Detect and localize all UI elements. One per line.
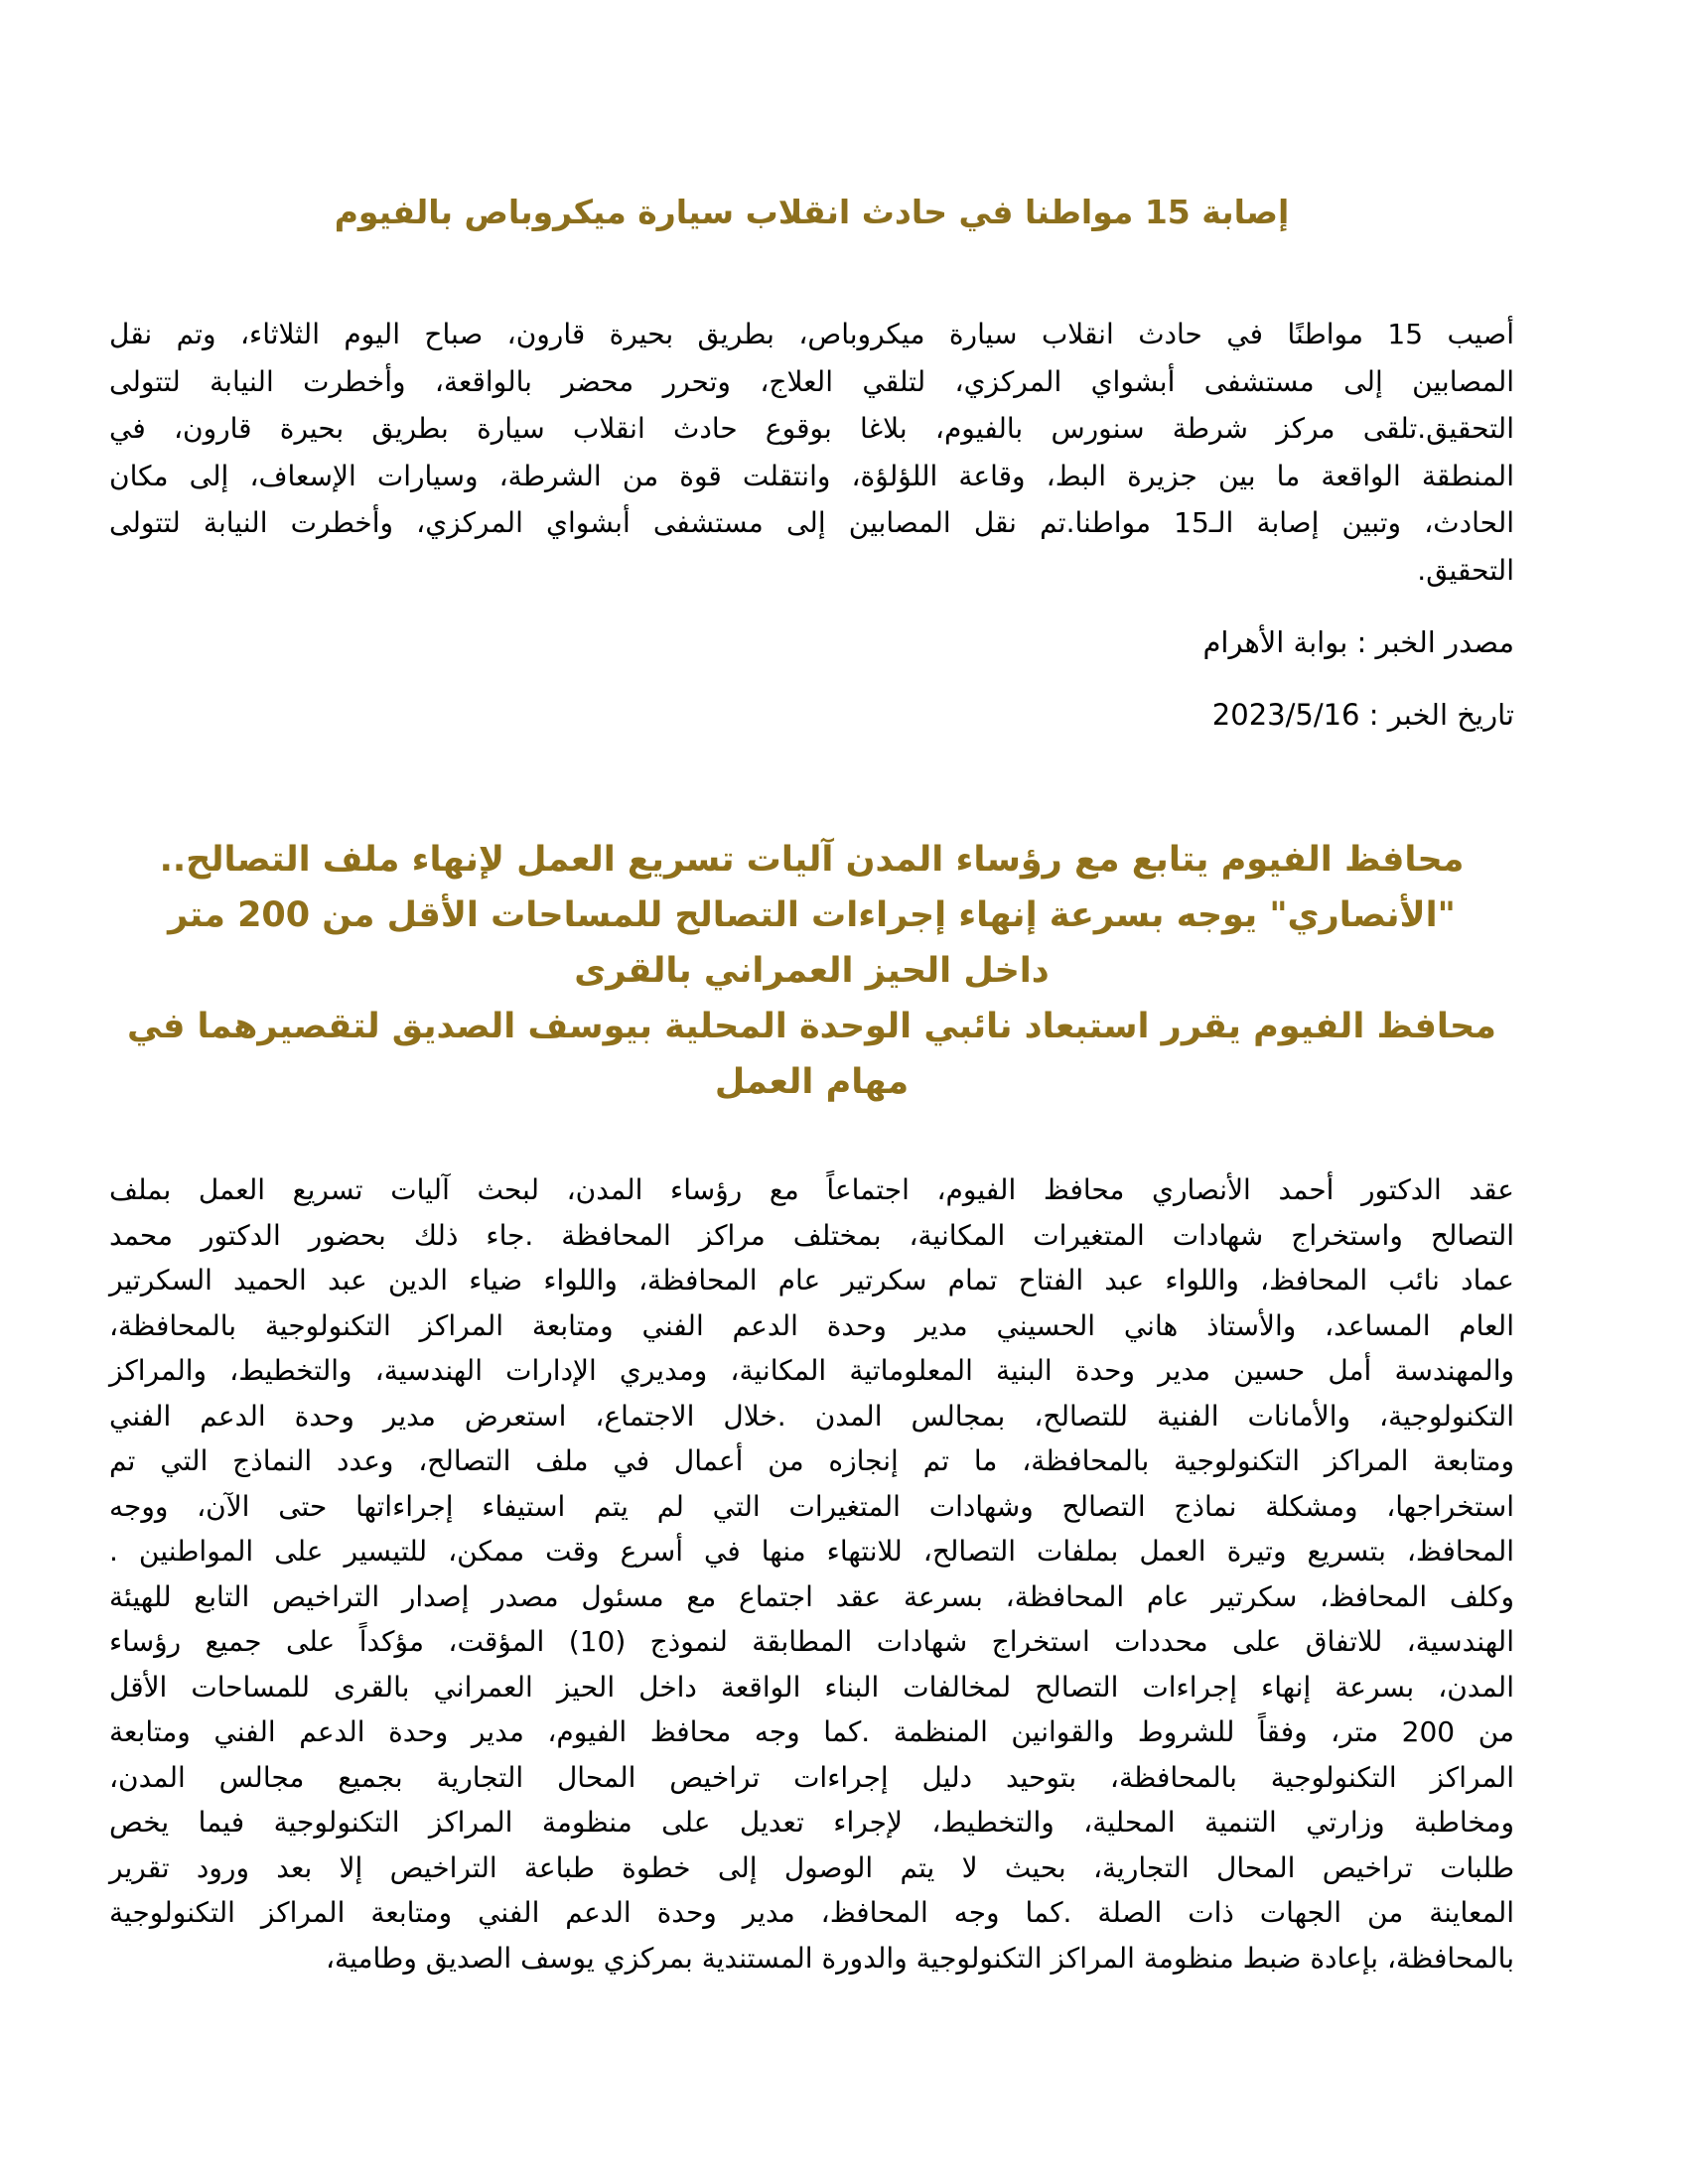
body-line: المحافظ، بتسريع وتيرة العمل بملفات التصالح، للانتهاء منها في أسرع وقت ممكن، للتيسير على المواطنين . [109,1535,1514,1568]
headline-line: "الأنصاري" يوجه بسرعة إنهاء إجراءات التصالح للمساحات الأقل من 200 متر [168,895,1456,935]
body-line: طلبات تراخيص المحال التجارية، بحيث لا يتم الوصول إلى خطوة طباعة التراخيص إلا بعد ورود تقرير [109,1850,1514,1884]
article1-title: إصابة 15 مواطنا في حادث انقلاب سيارة ميكروباص بالفيوم [334,193,1290,231]
news-date-line: تاريخ الخبر : 2023/5/16 [1211,698,1514,732]
body-line: التكنولوجية، والأمانات الفنية للتصالح، بمجالس المدن .خلال الاجتماع، استعرض مدير وحدة الدعم الفني [109,1399,1514,1433]
body-line: من 200 متر، وفقاً للشروط والقوانين المنظمة .كما وجه محافظ الفيوم، مدير وحدة الدعم الفني ومتابعة [109,1715,1515,1748]
headline-line: مهام العمل [714,1062,910,1102]
body-line: عقد الدكتور أحمد الأنصاري محافظ الفيوم، اجتماعاً مع رؤساء المدن، لبحث آليات تسريع العمل بملف [109,1173,1514,1206]
headline-line: داخل الحيز العمراني بالقرى [574,951,1050,991]
body-line: الهندسية، للاتفاق على محددات استخراج شهادات المطابقة لنموذج (10) المؤقت، مؤكداً على جميع رؤساء [109,1625,1514,1658]
body-line: العام المساعد، والأستاذ هاني الحسيني مدير وحدة الدعم الفني ومتابعة المراكز التكنولوجية بالمحافظة، [109,1308,1514,1342]
article1-body [109,311,1514,594]
body-line: التحقيق. [1417,553,1514,587]
body-line: استخراجها، ومشكلة نماذج التصالح وشهادات المتغيرات التي لم يتم استيفاء إجراءاتها حتى الآن، ووجه [109,1489,1514,1523]
body-line: بالمحافظة، بإعادة ضبط منظومة المراكز التكنولوجية والدورة المستندية بمركزي يوسف الصديق وطامية، [326,1941,1514,1975]
body-line: وكلف المحافظ، سكرتير عام المحافظة، بسرعة عقد اجتماع مع مسئول مصدر إصدار التراخيص التابع للهيئة [109,1579,1514,1613]
article2-body [109,1167,1514,1980]
body-line: التحقيق.تلقى مركز شرطة سنورس بالفيوم، بلاغا بوقوع حادث انقلاب سيارة بطريق بحيرة قارون، في [109,412,1514,445]
body-line: ومتابعة المراكز التكنولوجية بالمحافظة، ما تم إنجازه من أعمال في ملف التصالح، وعدد النماذج التي تم [109,1444,1514,1477]
body-line: المصابين إلى مستشفى أبشواي المركزي، لتلقي العلاج، وتحرر محضر بالواقعة، وأخطرت النيابة لتتولى [109,364,1514,398]
body-line: ومخاطبة وزارتي التنمية المحلية، والتخطيط، لإجراء تعديل على منظومة المراكز التكنولوجية فيما يخص [109,1806,1514,1839]
headline-line: محافظ الفيوم يتابع مع رؤساء المدن آليات تسريع العمل لإنهاء ملف التصالح.. [159,840,1465,880]
body-line: الحادث، وتبين إصابة الـ15 مواطنا.تم نقل المصابين إلى مستشفى أبشواي المركزي، وأخطرت النيابة لتتولى [109,506,1515,539]
body-line: المراكز التكنولوجية بالمحافظة، بتوحيد دليل إجراءات تراخيص المحال التجارية بجميع مجالس المدن، [109,1760,1514,1794]
headline-line: محافظ الفيوم يقرر استبعاد نائبي الوحدة المحلية بيوسف الصديق لتقصيرهما في [127,1007,1496,1046]
body-line: عماد نائب المحافظ، واللواء عبد الفتاح تمام سكرتير عام المحافظة، واللواء ضياء الدين عبد الحميد السكرتير [109,1264,1514,1297]
body-line: أصيب 15 مواطنًا في حادث انقلاب سيارة ميكروباص، بطريق بحيرة قارون، صباح اليوم الثلاثاء، وتم نقل [109,318,1514,350]
news-source-line: مصدر الخبر : بوابة الأهرام [1202,625,1514,659]
body-line: التصالح واستخراج شهادات المتغيرات المكانية، بمختلف مراكز المحافظة .جاء ذلك بحضور الدكتور محمد [109,1218,1514,1252]
body-line: المعاينة من الجهات ذات الصلة .كما وجه المحافظ، مدير وحدة الدعم الفني ومتابعة المراكز التكنولوجية [109,1896,1514,1929]
body-line: المدن، بسرعة إنهاء إجراءات التصالح لمخالفات البناء الواقعة داخل الحيز العمراني بالقرى للمساحات الأقل [109,1670,1514,1704]
body-line: والمهندسة أمل حسين مدير وحدة البنية المعلوماتية المكانية، ومديري الإدارات الهندسية، والتخطيط، والمراكز [109,1354,1514,1387]
body-line: المنطقة الواقعة ما بين جزيرة البط، وقاعة اللؤلؤة، وانتقلت قوة من الشرطة، وسيارات الإسعاف، إلى مكان [109,459,1514,492]
article2-headline [109,832,1514,1110]
